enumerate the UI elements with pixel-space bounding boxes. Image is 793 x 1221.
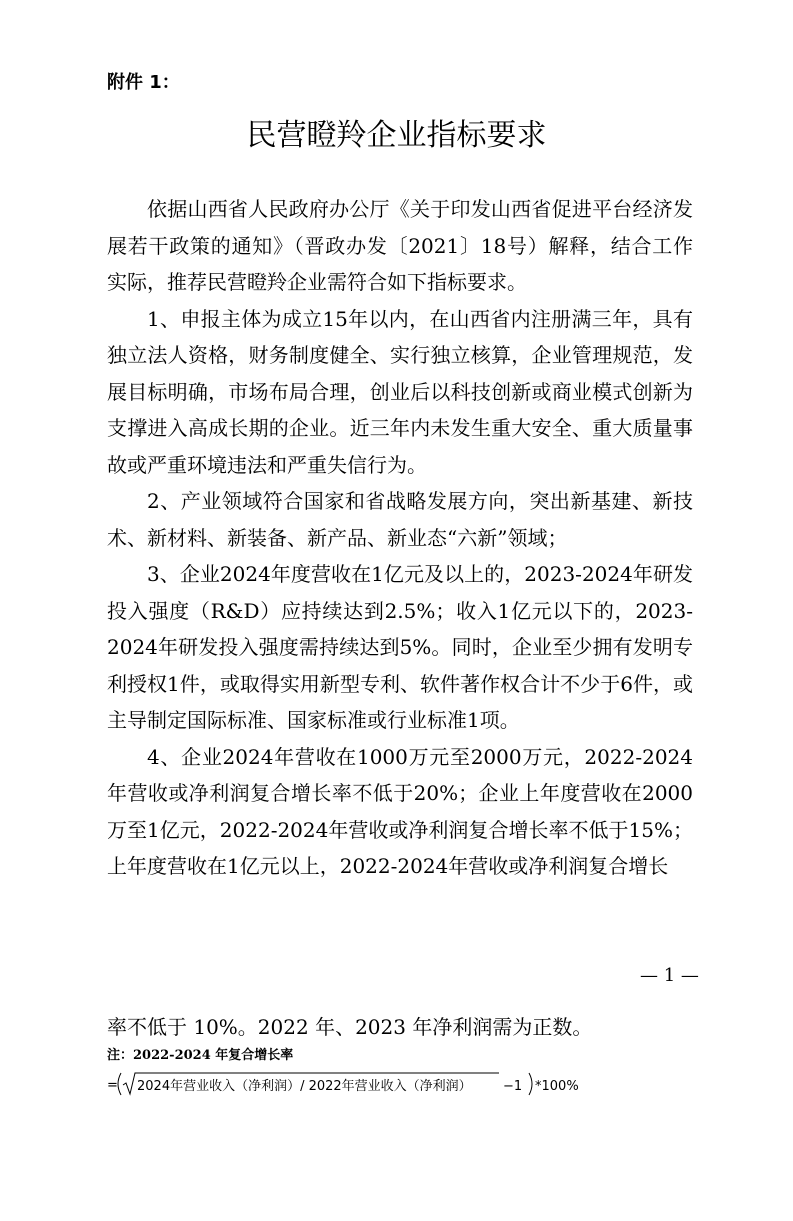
formula-note: 注：2022-2024 年复合增长率 (107, 1048, 294, 1063)
formula-open-paren (118, 1073, 121, 1095)
requirement-2: 2、产业领域符合国家和省战略发展方向，突出新基建、新技术、新材料、新装备、新产品、新业态“六新”领域； (107, 489, 693, 550)
formula-minus-one: −1 (503, 1079, 523, 1094)
intro-paragraph: 依据山西省人民政府办公厅《关于印发山西省促进平台经济发展若干政策的通知》（晋政办发〔2021〕18号）解释，结合工作实际，推荐民营瞪羚企业需符合如下指标要求。 (107, 197, 693, 294)
page-number: — 1 — (640, 965, 699, 986)
document-body (107, 191, 693, 885)
requirement-4: 4、企业2024年营收在1000万元至2000万元，2022-2024年营收或净利润复合增长率不低于20%；企业上年度营收在2000万至1亿元，2022-2024年营收或净利润复合增长率不低于15%；上年度营收在1亿元以上，2022-2024年营收或净利润复合增长 (107, 744, 693, 878)
attachment-label: 附件 1： (107, 72, 180, 93)
formula-equals: = (107, 1078, 118, 1093)
continuation-text: 率不低于 10%。2022 年、2023 年净利润需为正数。 (107, 1015, 593, 1039)
formula-suffix: *100% (535, 1079, 579, 1094)
requirement-3: 3、企业2024年度营收在1亿元及以上的，2023-2024年研发投入强度（R&D）应持续达到2.5%；收入1亿元以下的，2023-2024年研发投入强度需持续达到5%。同时，企业至少拥有发明专利授权1件，或取得实用新型专利、软件著作权合计不少于6件，或主导制定国际标准、国家标准或行业标准1项。 (107, 562, 693, 732)
formula-close-paren (529, 1073, 532, 1095)
growth-rate-formula (107, 1068, 627, 1100)
document-title: 民营瞪羚企业指标要求 (246, 118, 547, 153)
requirement-1: 1、申报主体为成立15年以内，在山西省内注册满三年，具有独立法人资格，财务制度健全、实行独立核算，企业管理规范，发展目标明确，市场布局合理，创业后以科技创新或商业模式创新为支撑进入高成长期的企业。近三年内未发生重大安全、重大质量事故或严重环境违法和严重失信行为。 (107, 306, 693, 477)
formula-numerator: 2024年营业收入（净利润）/ 2022年营业收入（净利润） (137, 1079, 472, 1094)
